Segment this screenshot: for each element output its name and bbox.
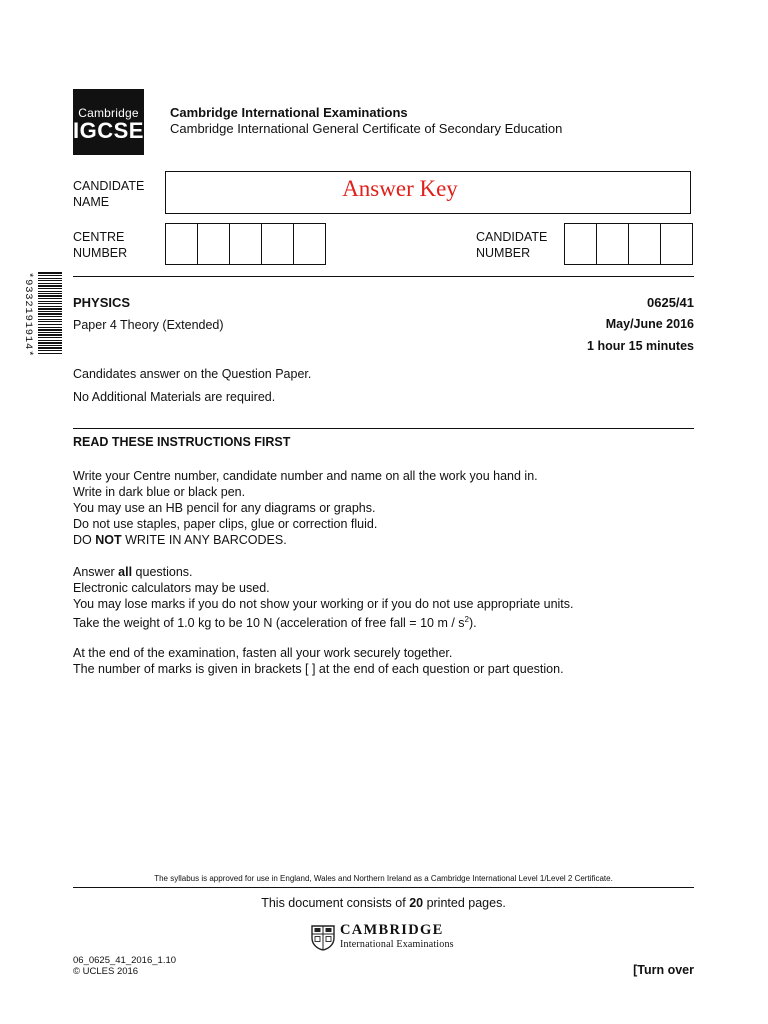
page-count: [73, 896, 694, 910]
copyright: © UCLES 2016: [73, 966, 139, 977]
subject: PHYSICS: [73, 295, 131, 310]
superscript: 2: [464, 615, 469, 624]
instruction-text: Take the weight of 1.0 kg to be 10 N (acceleration of free fall = 10 m / s: [73, 616, 465, 631]
candidate-number-label: [476, 229, 547, 261]
exam-duration: 1 hour 15 minutes: [587, 339, 694, 353]
paper-title: Paper 4 Theory (Extended): [73, 318, 224, 332]
page-count-text: printed pages.: [423, 896, 506, 910]
divider: [73, 887, 694, 888]
divider: [73, 428, 694, 429]
qualification-name: Cambridge International General Certificate of Secondary Education: [170, 121, 563, 136]
instruction-line: Electronic calculators may be used.: [73, 581, 270, 595]
centre-number-label: [73, 229, 127, 261]
cambridge-crest-icon: [311, 925, 335, 951]
logo-line2: IGCSE: [73, 118, 144, 143]
instruction-line: Do not use staples, paper clips, glue or correction fluid.: [73, 517, 378, 531]
centre-number-boxes[interactable]: [165, 223, 326, 265]
instruction-text: DO: [73, 533, 96, 547]
centre-digit-box[interactable]: [166, 224, 198, 264]
instruction-text: ).: [469, 616, 477, 631]
instruction-line: At the end of the examination, fasten all your work securely together.: [73, 646, 453, 660]
instruction-text: WRITE IN ANY BARCODES.: [121, 533, 287, 547]
page-count-text: This document consists of: [261, 896, 410, 910]
turn-over: [Turn over: [633, 963, 694, 977]
candidate-number-boxes[interactable]: [564, 223, 693, 265]
instruction-line: You may use an HB pencil for any diagrams or graphs.: [73, 501, 376, 515]
centre-digit-box[interactable]: [198, 224, 230, 264]
exam-session: May/June 2016: [605, 317, 694, 331]
candidate-name-value: Answer Key: [342, 176, 458, 201]
instruction-line: [73, 612, 693, 631]
centre-digit-box[interactable]: [262, 224, 294, 264]
paper-code: 0625/41: [647, 295, 694, 310]
centre-number-label-line1: CENTRE: [73, 230, 125, 244]
document-code: 06_0625_41_2016_1.10: [73, 955, 177, 966]
candidate-digit-box[interactable]: [661, 224, 692, 264]
instruction-emphasis: all: [118, 565, 133, 579]
instructions-block-3: [73, 645, 693, 677]
centre-digit-box[interactable]: [230, 224, 262, 264]
instruction-line: You may lose marks if you do not show your working or if you do not use appropriate units.: [73, 597, 574, 611]
divider: [73, 276, 694, 277]
candidate-name-label: [73, 178, 144, 210]
instruction-line: [73, 532, 693, 548]
cambridge-wordmark-sub: International Examinations: [340, 939, 454, 950]
syllabus-note: The syllabus is approved for use in England, Wales and Northern Ireland as a Cambridge International Level 1/Level 2 Certificate.: [154, 874, 613, 883]
candidate-digit-box[interactable]: [629, 224, 661, 264]
candidate-number-label-line1: CANDIDATE: [476, 230, 548, 244]
page-count-number: 20: [409, 896, 424, 910]
org-name: Cambridge International Examinations: [170, 105, 408, 120]
centre-number-label-line2: NUMBER: [73, 246, 128, 260]
instruction-line: [73, 564, 693, 580]
candidate-digit-box[interactable]: [565, 224, 597, 264]
cambridge-wordmark: CAMBRIDGE: [340, 922, 444, 938]
candidate-name-label-line1: CANDIDATE: [73, 179, 145, 193]
materials-line-2: No Additional Materials are required.: [73, 390, 276, 404]
instruction-line: Write in dark blue or black pen.: [73, 485, 246, 499]
cambridge-igcse-logo: [73, 89, 144, 155]
instruction-line: The number of marks is given in brackets [ ] at the end of each question or part question.: [73, 662, 564, 676]
instruction-text: Answer: [73, 565, 119, 579]
candidate-number-label-line2: NUMBER: [476, 246, 531, 260]
barcode-digits: *9332191914*: [22, 272, 34, 358]
instruction-emphasis: NOT: [95, 533, 122, 547]
instructions-heading: READ THESE INSTRUCTIONS FIRST: [73, 435, 291, 449]
candidate-digit-box[interactable]: [597, 224, 629, 264]
logo-line1: Cambridge: [78, 106, 139, 120]
candidate-name-label-line2: NAME: [73, 195, 110, 209]
materials-line-1: Candidates answer on the Question Paper.: [73, 367, 312, 381]
barcode: [38, 272, 62, 412]
centre-digit-box[interactable]: [294, 224, 325, 264]
barcode-stripe: [38, 354, 62, 355]
instructions-block-1: [73, 468, 693, 548]
instructions-block-2: [73, 564, 693, 631]
instruction-text: questions.: [132, 565, 193, 579]
instruction-line: Write your Centre number, candidate number and name on all the work you hand in.: [73, 469, 538, 483]
